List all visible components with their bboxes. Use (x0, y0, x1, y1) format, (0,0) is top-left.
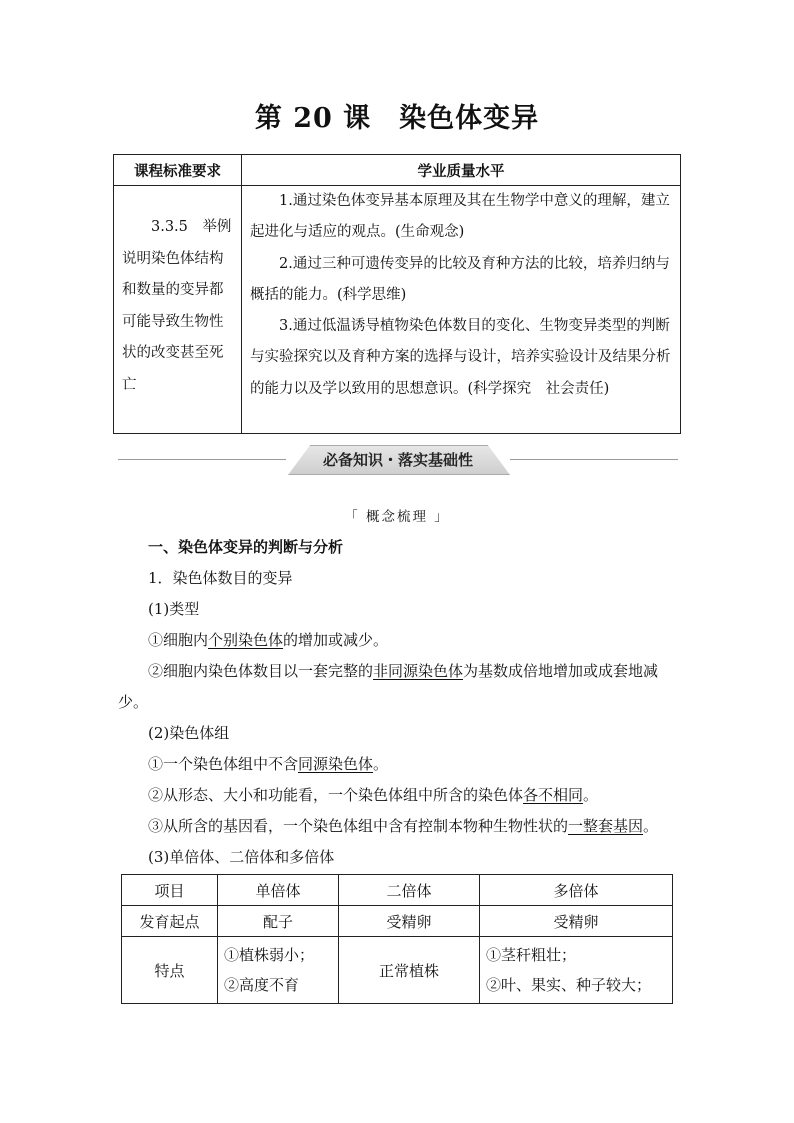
table-cell: 配子 (218, 906, 339, 937)
table-header-quality: 学业质量水平 (242, 155, 681, 186)
table-cell: 特点 (122, 937, 218, 1004)
key-term: 非同源染色体 (373, 662, 464, 680)
standards-table (113, 154, 681, 434)
table-header-cell: 单倍体 (218, 875, 339, 906)
table-header-cell: 二倍体 (339, 875, 480, 906)
table-row (122, 875, 673, 906)
key-term: 个别染色体 (208, 631, 284, 649)
content-body (118, 532, 680, 873)
table-cell: 正常植株 (339, 937, 480, 1004)
banner-title: 必备知识・落实基础性 (322, 451, 473, 469)
table-cell-haploid-traits: ①植株弱小； ②高度不育 (218, 937, 339, 1004)
table-header-standards: 课程标准要求 (114, 155, 242, 186)
heading-2: 1．染色体数目的变异 (148, 569, 293, 587)
set-item-3: ③从所含的基因看，一个染色体组中含有控制本物种生物性状的一整套基因。 (148, 817, 659, 835)
type-item-1: ①细胞内个别染色体的增加或减少。 (148, 631, 389, 649)
key-term: 一整套基因 (568, 817, 644, 835)
subheading-chromosome-set: (2)染色体组 (148, 724, 230, 742)
set-item-1: ①一个染色体组中不含同源染色体。 (148, 755, 389, 773)
quality-item: 1.通过染色体变异基本原理及其在生物学中意义的理解，建立起进化与适应的观点。(生命观念) (250, 193, 670, 241)
quality-item: 2.通过三种可遗传变异的比较及育种方法的比较，培养归纳与概括的能力。(科学思维) (250, 255, 670, 303)
table-row (122, 906, 673, 937)
heading-1: 一、染色体变异的判断与分析 (148, 538, 344, 556)
key-term: 各不相同 (523, 786, 584, 804)
standard-requirement-cell (114, 186, 242, 434)
quality-item: 3.通过低温诱导植物染色体数目的变化、生物变异类型的判断与实验探究以及育种方案的选择与设计，培养实验设计及结果分析的能力以及学以致用的思想意识。(科学探究 社会责任) (250, 318, 671, 397)
standard-requirement-text: 3.3.5 举例说明染色体结构和数量的变异都可能导致生物性状的改变甚至死亡 (122, 219, 232, 393)
quality-level-cell (242, 186, 681, 434)
table-cell: 发育起点 (122, 906, 218, 937)
set-item-2: ②从形态、大小和功能看，一个染色体组中所含的染色体各不相同。 (148, 786, 599, 804)
subheading-types: (1)类型 (148, 600, 200, 618)
key-term: 同源染色体 (298, 755, 374, 773)
page-title: 第 20 课 染色体变异 (254, 103, 540, 134)
section-banner (118, 445, 678, 475)
ploidy-table (121, 874, 673, 1004)
type-item-2: ②细胞内染色体数目以一套完整的非同源染色体为基数成倍地增加或成套地减少。 (118, 662, 659, 711)
subheading-ploidy: (3)单倍体、二倍体和多倍体 (148, 848, 335, 866)
table-row (122, 937, 673, 1004)
table-cell: 受精卵 (480, 906, 673, 937)
banner-divider-right (510, 459, 678, 460)
table-cell: 受精卵 (339, 906, 480, 937)
banner-divider-left (118, 459, 286, 460)
section-label: 「 概念梳理 」 (344, 509, 450, 525)
table-header-cell: 多倍体 (480, 875, 673, 906)
table-cell-polyploid-traits: ①茎秆粗壮； ②叶、果实、种子较大； (480, 937, 673, 1004)
table-header-cell: 项目 (122, 875, 218, 906)
